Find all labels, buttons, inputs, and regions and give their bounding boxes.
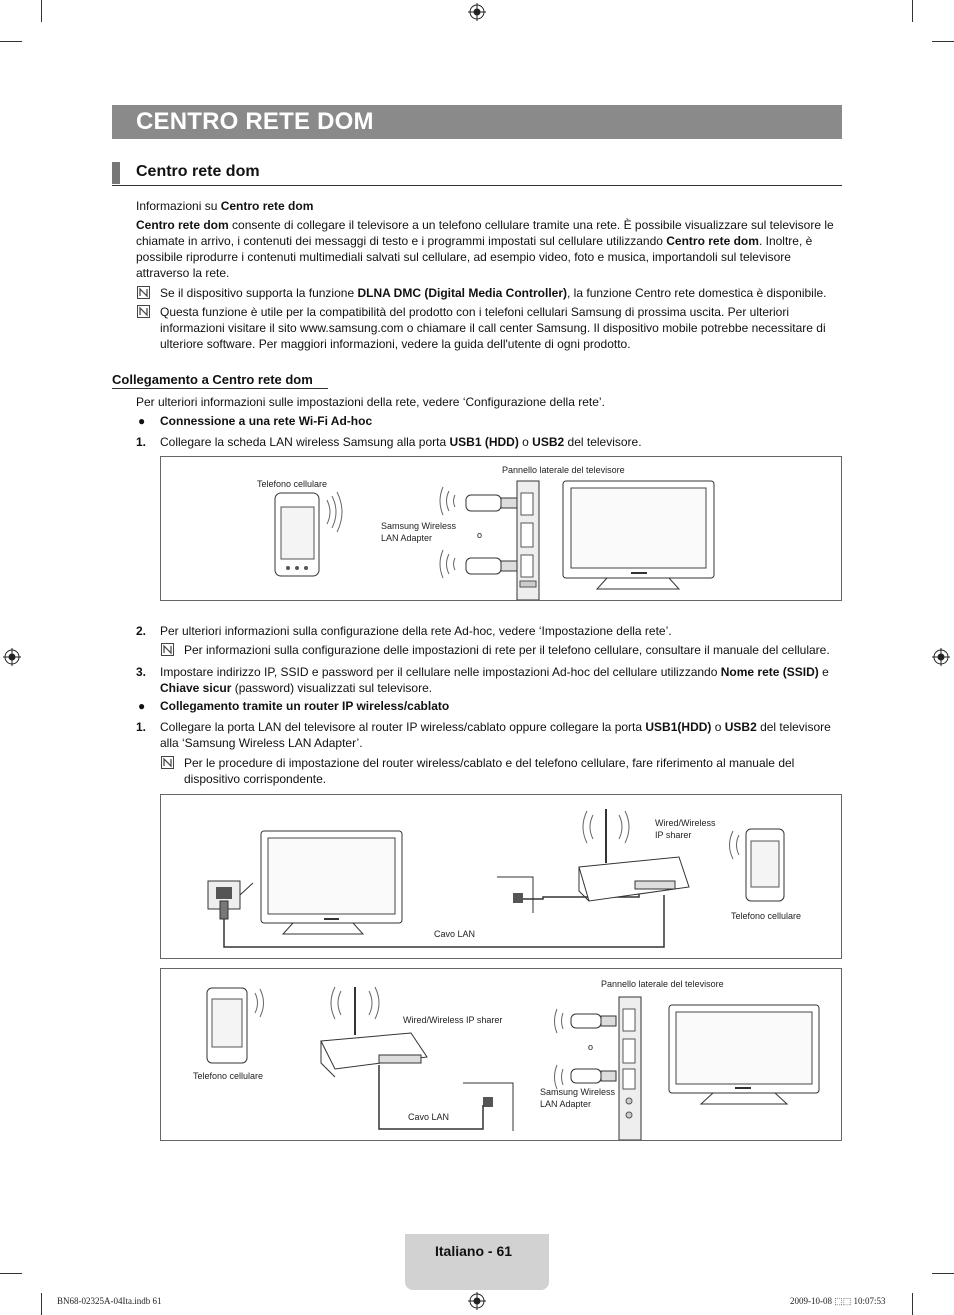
label-phone: Telefono cellulare	[193, 1071, 264, 1081]
note-phone-manual: Per informazioni sulla configurazione delle impostazioni di rete per il telefono cellulare, consultare il manuale del cellulare.	[184, 643, 830, 657]
registration-mark-icon	[3, 648, 21, 666]
step-number: 2.	[136, 624, 147, 638]
usb-adapter-icon	[555, 1065, 617, 1089]
step-number: 1.	[136, 720, 147, 734]
subsection-title: Collegamento a Centro rete dom	[112, 372, 313, 387]
bullet-dot: ●	[138, 699, 146, 713]
phone-icon	[275, 492, 342, 576]
step-set-ip: Impostare indirizzo IP, SSID e password per il cellulare nelle impostazioni Ad-hoc del cellulare utilizzando Nome rete (SSID) e Chiave sicur (password) visualizzati sul televisore.	[160, 665, 829, 695]
label-adapter: Samsung Wireless LAN Adapter	[381, 521, 457, 543]
label-or: o	[477, 530, 483, 540]
usb-adapter-icon	[440, 487, 517, 515]
phone-icon	[207, 988, 264, 1063]
label-adapter: Samsung Wireless LAN Adapter	[540, 1087, 616, 1109]
bullet-dot: ●	[138, 414, 146, 428]
crop-mark	[41, 0, 42, 22]
tv-icon	[563, 481, 714, 589]
registration-mark-icon	[468, 1292, 486, 1310]
label-or: o	[588, 1042, 594, 1052]
crop-mark	[932, 1273, 954, 1274]
crop-mark	[912, 0, 913, 22]
imprint-file: BN68-02325A-04Ita.indb 61	[57, 1296, 162, 1306]
page-title: CENTRO RETE DOM	[136, 108, 374, 135]
phone-icon	[730, 829, 785, 901]
registration-mark-icon	[932, 648, 950, 666]
note-icon	[137, 286, 150, 299]
imprint-date: 2009-10-08 ⬚⬚ 10:07:53	[790, 1296, 886, 1306]
label-lan-cable: Cavo LAN	[408, 1112, 450, 1122]
step-number: 3.	[136, 665, 147, 679]
crop-mark	[932, 41, 954, 42]
section-marker	[112, 162, 120, 184]
step-connect-router: Collegare la porta LAN del televisore al router IP wireless/cablato oppure collegare la porta USB1(HDD) o USB2 del televisore alla ‘Samsung Wireless LAN Adapter’.	[160, 720, 831, 750]
intro-paragraph: Centro rete dom consente di collegare il televisore a un telefono cellulare tramite una rete. È possibile visualizzare sul televisore le chiamate in arrivo, i contenuti dei messaggi di testo e i programmi impostati sul cellulare utilizzando Centro rete dom. Inoltre, è possibile riprodurre i contenuti multimediali salvati sul cellulare, ad esempio video, foto e musica, importandoli sul televisore attraverso la rete.	[136, 218, 834, 280]
crop-mark	[0, 41, 22, 42]
section-underline	[112, 185, 842, 186]
crop-mark	[0, 1273, 22, 1274]
label-phone: Telefono cellulare	[257, 479, 328, 489]
step-number: 1.	[136, 435, 147, 449]
tv-icon	[261, 831, 402, 934]
page-number-tab	[405, 1234, 549, 1290]
label-lan-cable: Cavo LAN	[434, 929, 476, 939]
subsection-intro: Per ulteriori informazioni sulle impostazioni della rete, vedere ‘Configurazione della rete’.	[136, 395, 605, 409]
label-side-panel: Pannello laterale del televisore	[601, 979, 724, 989]
step-connect-adapter: Collegare la scheda LAN wireless Samsung alla porta USB1 (HDD) o USB2 del televisore.	[160, 435, 642, 449]
usb-adapter-icon	[440, 550, 517, 578]
diagram-adhoc	[160, 456, 842, 601]
tv-side-panel	[517, 481, 539, 600]
page-number: Italiano - 61	[435, 1243, 513, 1259]
info-line: Informazioni su Centro rete dom	[136, 199, 314, 213]
crop-mark	[41, 1293, 42, 1315]
usb-adapter-icon	[555, 1009, 617, 1033]
note-icon	[161, 643, 174, 656]
page-title-bar	[112, 105, 842, 139]
router-icon	[579, 809, 689, 901]
bullet-adhoc: Connessione a una rete Wi-Fi Ad-hoc	[160, 414, 373, 428]
subsection-underline	[112, 388, 328, 389]
wall-socket-icon	[463, 1083, 513, 1131]
adhoc-illustration	[161, 457, 841, 600]
registration-mark-icon	[468, 3, 486, 21]
lan-port-icon	[208, 881, 253, 919]
step-adhoc-config: Per ulteriori informazioni sulla configurazione della rete Ad-hoc, vedere ‘Impostazione della rete’.	[160, 624, 672, 638]
diagram-wireless-sharer	[160, 968, 842, 1141]
wired-lan-illustration	[161, 795, 841, 958]
note-dlna: Se il dispositivo supporta la funzione DLNA DMC (Digital Media Controller), la funzione Centro rete domestica è disponibile.	[160, 286, 827, 300]
label-phone: Telefono cellulare	[731, 911, 802, 921]
wall-socket-icon	[497, 877, 533, 913]
note-icon	[161, 756, 174, 769]
label-ip-sharer: Wired/Wireless IP sharer	[655, 818, 716, 840]
router-icon	[321, 987, 427, 1077]
tv-side-panel	[619, 997, 641, 1140]
bullet-router: Collegamento tramite un router IP wireless/cablato	[160, 699, 450, 713]
tv-icon	[669, 1005, 819, 1104]
note-router-manual: Per le procedure di impostazione del router wireless/cablato e del telefono cellulare, fare riferimento al manuale del dispositivo corrispondente.	[184, 756, 795, 786]
label-side-panel: Pannello laterale del televisore	[502, 465, 625, 475]
note-compatibility: Questa funzione è utile per la compatibilità del prodotto con i telefoni cellulari Samsung di prossima uscita. Per ulteriori informazioni visitare il sito www.samsung.com o chiamare il call center Samsung. Il dispositivo mobile potrebbe necessitare di ulteriore software. Per maggiori informazioni, vedere la guida dell'utente di ogni prodotto.	[160, 305, 826, 351]
crop-mark	[912, 1293, 913, 1315]
diagram-wired-lan	[160, 794, 842, 959]
wireless-sharer-illustration	[161, 969, 841, 1140]
note-icon	[137, 305, 150, 318]
section-title: Centro rete dom	[136, 163, 260, 180]
label-ip-sharer: Wired/Wireless IP sharer	[403, 1015, 503, 1025]
